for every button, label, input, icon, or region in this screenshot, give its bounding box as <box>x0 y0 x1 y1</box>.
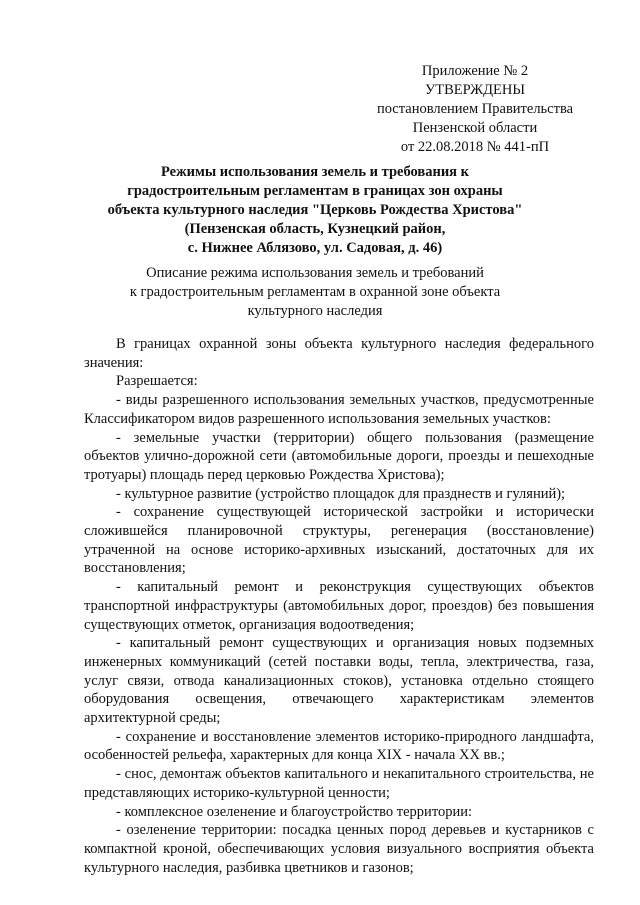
body-paragraph: В границах охранной зоны объекта культурного наследия федерального значения: <box>84 336 594 371</box>
title-line: градостроительным регламентам в границах зон охраны <box>127 183 503 199</box>
approved-label: УТВЕРЖДЕНЫ <box>424 82 526 98</box>
document-body <box>84 335 594 877</box>
title-line: объекта культурного наследия "Церковь Рождества Христова" <box>107 202 523 218</box>
subtitle-line: Описание режима использования земель и требований <box>146 265 484 281</box>
body-paragraph: - капитальный ремонт существующих и организация новых подземных инженерных коммуникаций (сетей поставки воды, тепла, электричества, газа, услуг связи, отвода канализационных стоков), установка отдельно стоящего оборудования освещения, отвечающего характеристикам элементов архитектурной среды; <box>84 635 594 727</box>
body-paragraph: Разрешается: <box>116 373 198 390</box>
approval-date: от 22.08.2018 № 441-пП <box>400 139 550 155</box>
approval-block <box>350 62 600 157</box>
body-paragraph: - виды разрешенного использования земельных участков, предусмотренные Классификатором видов разрешенного использования земельных участков: <box>84 392 594 427</box>
approval-by: постановлением Правительства <box>376 101 574 117</box>
document-subtitle <box>100 264 530 321</box>
appendix-number: Приложение № 2 <box>421 63 529 79</box>
body-paragraph: - сохранение и восстановление элементов историко-природного ландшафта, особенностей рельефа, характерных для конца XIX - начала XX вв.; <box>84 728 594 764</box>
document-title <box>100 163 530 258</box>
subtitle-line: к градостроительным регламентам в охранной зоне объекта <box>129 284 501 300</box>
body-paragraph: - озеленение территории: посадка ценных пород деревьев и кустарников с компактной кроной, обеспечивающих условия визуального восприятия объекта культурного наследия, разбивка цветников и газонов; <box>84 822 594 876</box>
body-paragraph: - снос, демонтаж объектов капитального и некапитального строительства, не представляющих историко-культурной ценности; <box>84 766 594 801</box>
subtitle-line: культурного наследия <box>247 303 383 319</box>
body-paragraph: - культурное развитие (устройство площадок для празднеств и гуляний); <box>116 485 566 502</box>
body-paragraph: - сохранение существующей исторической застройки и исторически сложившейся планировочной структуры, регенерация (восстановление) утраченной на основе историко-архивных изысканий, достаточных для их восстановления; <box>84 504 594 577</box>
approval-region: Пензенской области <box>412 120 538 136</box>
body-paragraph: - комплексное озеленение и благоустройство территории: <box>116 803 473 820</box>
title-line: (Пензенская область, Кузнецкий район, <box>184 221 446 237</box>
body-paragraph: - земельные участки (территории) общего пользования (размещение объектов улично-дорожной сети (автомобильные дороги, проезды и пешеходные тротуары) площадь перед церковью Рождества Христова); <box>84 429 594 483</box>
title-line: с. Нижнее Аблязово, ул. Садовая, д. 46) <box>187 240 443 256</box>
body-paragraph: - капитальный ремонт и реконструкция существующих объектов транспортной инфраструктуры (автомобильных дорог, проездов) без повышения существующих отметок, организация водоотведения; <box>84 579 594 633</box>
title-line: Режимы использования земель и требования к <box>160 164 470 180</box>
